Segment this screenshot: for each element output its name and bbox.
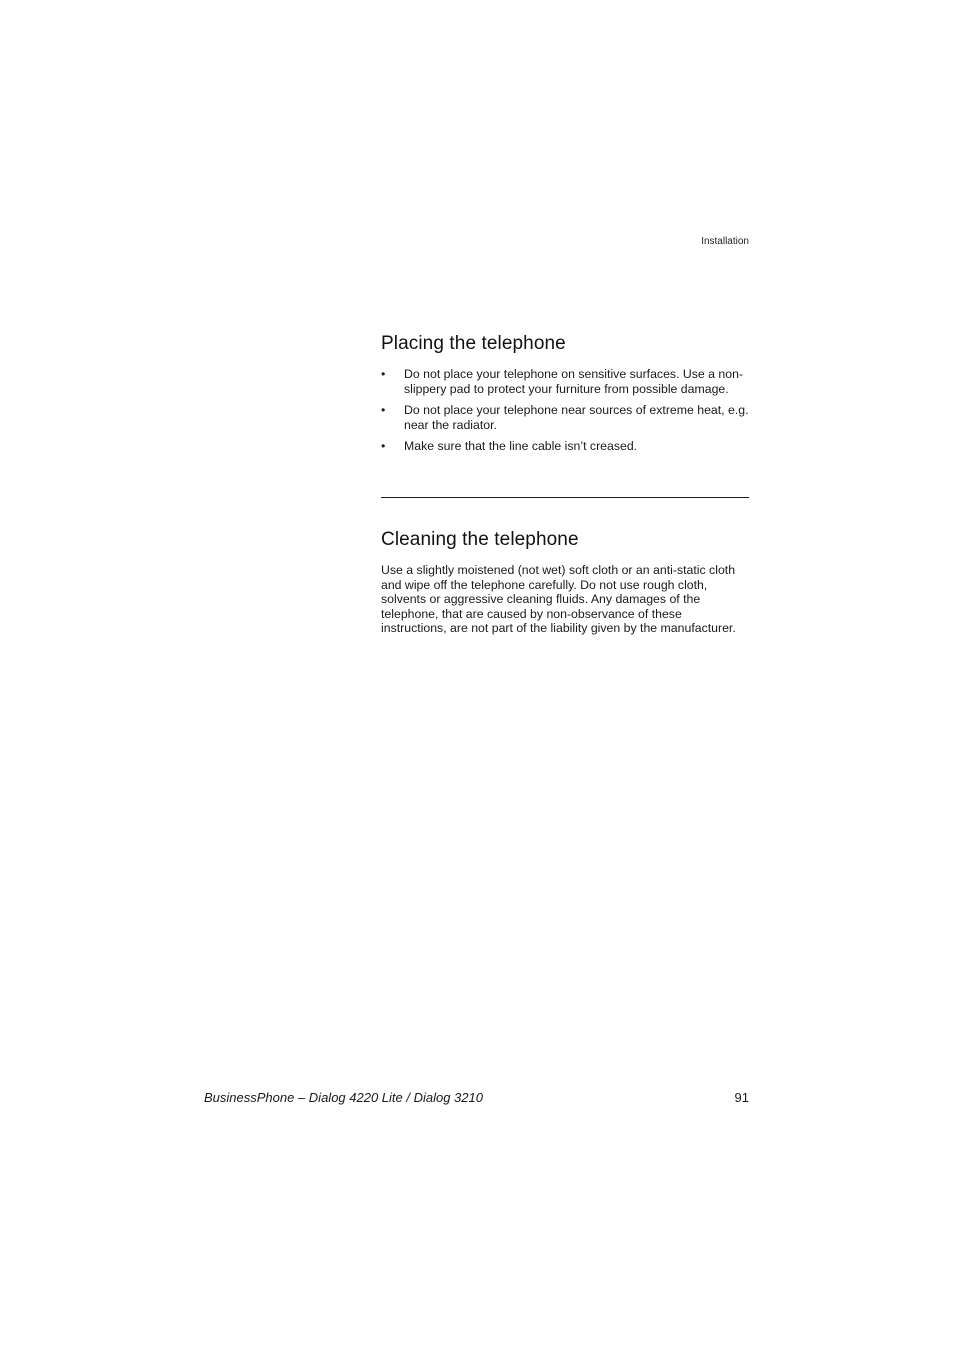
bullet-icon: • [381,439,386,453]
bullet-icon: • [381,367,386,381]
bullet-item [381,403,749,432]
bullet-item [381,439,749,454]
page-number: 91 [734,1090,749,1105]
placing-bullet-list [381,367,749,454]
page-footer [204,1090,749,1105]
bullet-icon: • [381,403,386,417]
placing-section [381,333,749,461]
bullet-text: Make sure that the line cable isn’t creased. [404,439,638,453]
bullet-text: Do not place your telephone on sensitive surfaces. Use a non-slippery pad to protect your furniture from possible damage. [404,367,744,396]
cleaning-body: Use a slightly moistened (not wet) soft cloth or an anti-static cloth and wipe off the telephone carefully. Do not use rough cloth, solvents or aggressive cleaning fluids. Any damages of the telephone, that are caused by non-observance of these instructions, are not part of the liability given by the manufacturer. [381,563,736,635]
footer-doc-title: BusinessPhone – Dialog 4220 Lite / Dialog 3210 [204,1090,483,1105]
cleaning-section [381,529,749,636]
section-divider [381,497,749,498]
running-header: Installation [701,236,749,247]
bullet-text: Do not place your telephone near sources of extreme heat, e.g. near the radiator. [404,403,749,432]
bullet-item [381,367,749,396]
cleaning-title: Cleaning the telephone [381,529,579,550]
placing-title: Placing the telephone [381,333,566,354]
